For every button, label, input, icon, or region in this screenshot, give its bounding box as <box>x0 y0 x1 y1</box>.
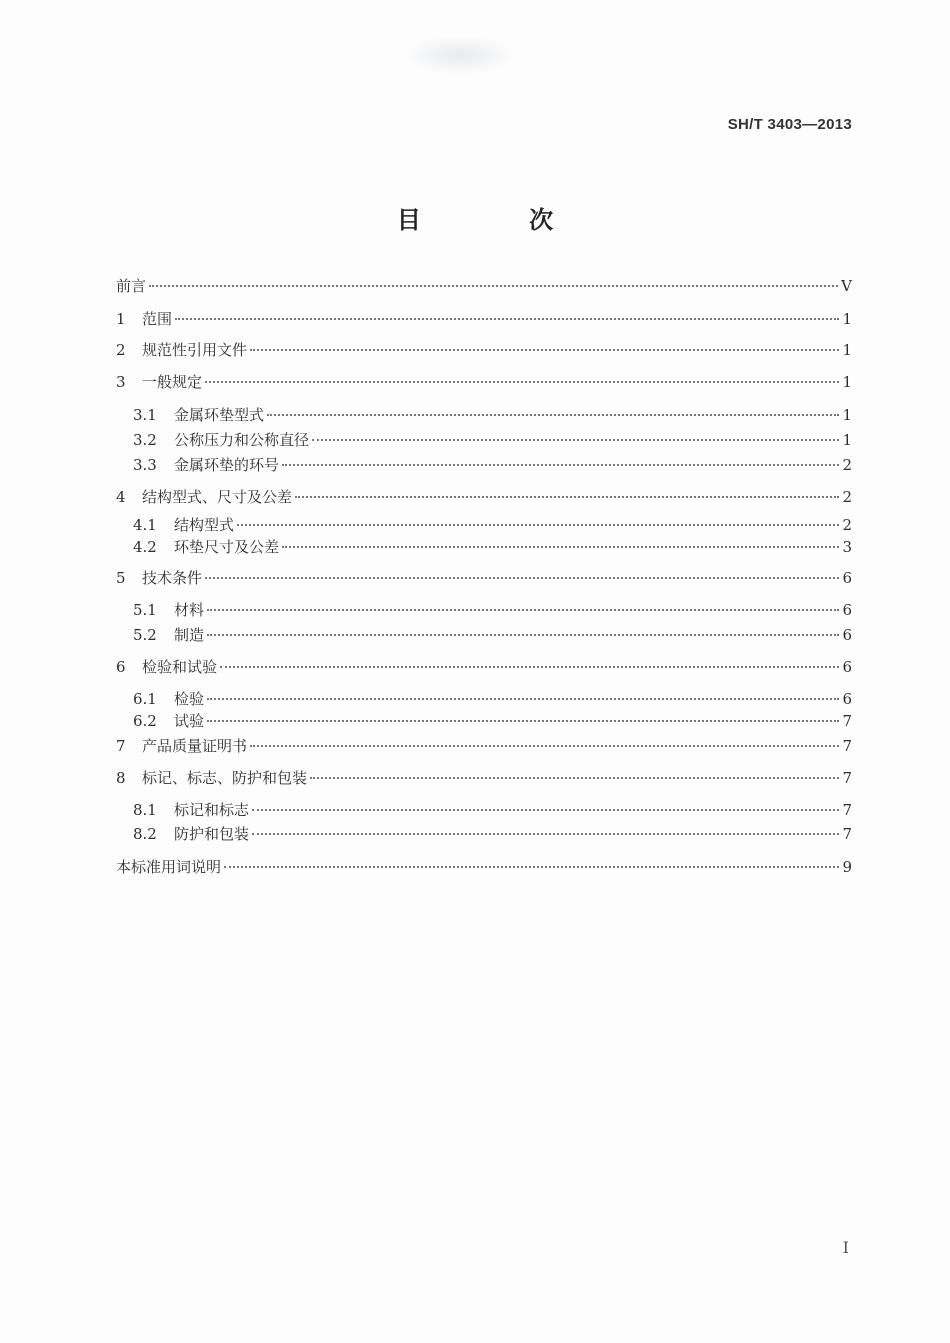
toc-entry[interactable] <box>116 855 852 879</box>
scan-artifact <box>405 35 515 75</box>
toc-entry[interactable] <box>133 623 852 647</box>
dot-leader <box>250 349 839 351</box>
dot-leader <box>175 318 839 320</box>
toc-entry-page: 1 <box>842 310 852 328</box>
toc-entry-number: 7 <box>116 737 126 755</box>
toc-entry-label: 制造 <box>174 626 205 644</box>
toc-entry-page: 7 <box>842 712 852 730</box>
toc-entry[interactable] <box>116 766 852 790</box>
toc-entry[interactable] <box>133 453 852 477</box>
toc-entry-number: 3.3 <box>133 456 157 474</box>
toc-entry-page: 1 <box>842 373 852 391</box>
toc-entry-label: 金属环垫型式 <box>174 406 265 424</box>
toc-entry-page: 6 <box>842 626 852 644</box>
toc-entry-page: 1 <box>842 406 852 424</box>
toc-entry-label: 标记、标志、防护和包装 <box>142 769 308 787</box>
toc-entry-label: 环垫尺寸及公差 <box>174 538 280 556</box>
dot-leader <box>237 524 839 526</box>
toc-entry[interactable] <box>133 535 852 559</box>
dot-leader <box>207 634 839 636</box>
toc-entry[interactable] <box>116 370 852 394</box>
dot-leader <box>205 381 839 383</box>
dot-leader <box>252 833 839 835</box>
toc-entry-number: 6.1 <box>133 690 157 708</box>
toc-entry-number: 6.2 <box>133 712 157 730</box>
toc-entry-label: 技术条件 <box>142 569 203 587</box>
toc-entry-page: 7 <box>842 801 852 819</box>
toc-entry[interactable] <box>116 655 852 679</box>
toc-entry-page: 6 <box>842 690 852 708</box>
dot-leader <box>207 698 839 700</box>
page-number: I <box>842 1238 849 1257</box>
toc-entry[interactable] <box>133 687 852 711</box>
toc-entry-label: 试验 <box>174 712 205 730</box>
dot-leader <box>250 745 839 747</box>
toc-entry-label: 规范性引用文件 <box>142 341 248 359</box>
toc-entry[interactable] <box>133 798 852 822</box>
toc-entry-number: 4 <box>116 488 126 506</box>
toc-entry-number: 2 <box>116 341 126 359</box>
toc-entry-page: 2 <box>842 516 852 534</box>
toc-entry-number: 5.2 <box>133 626 157 644</box>
toc-entry-number: 4.2 <box>133 538 157 556</box>
toc-entry-label: 金属环垫的环号 <box>174 456 280 474</box>
toc-entry-label: 本标准用词说明 <box>116 858 222 876</box>
toc-entry-label: 结构型式 <box>174 516 235 534</box>
toc-entry-page: 1 <box>842 341 852 359</box>
toc-entry[interactable] <box>116 274 852 298</box>
toc-entry-number: 5.1 <box>133 601 157 619</box>
toc-entry[interactable] <box>133 822 852 846</box>
toc-entry[interactable] <box>133 513 852 537</box>
toc-entry-label: 范围 <box>142 310 173 328</box>
toc-entry[interactable] <box>133 428 852 452</box>
toc-entry[interactable] <box>116 307 852 331</box>
toc-entry[interactable] <box>133 709 852 733</box>
toc-entry-page: 2 <box>842 488 852 506</box>
dot-leader <box>282 546 839 548</box>
toc-entry[interactable] <box>116 734 852 758</box>
dot-leader <box>220 666 839 668</box>
toc-entry-page: 3 <box>842 538 852 556</box>
toc-entry-number: 1 <box>116 310 126 328</box>
toc-entry-label: 防护和包装 <box>174 825 250 843</box>
dot-leader <box>295 496 839 498</box>
toc-entry-page: 6 <box>842 658 852 676</box>
toc-entry-page: V <box>841 277 852 295</box>
toc-entry-label: 检验和试验 <box>142 658 218 676</box>
toc-entry[interactable] <box>116 338 852 362</box>
toc-entry[interactable] <box>116 566 852 590</box>
toc-entry-label: 一般规定 <box>142 373 203 391</box>
toc-entry-label: 标记和标志 <box>174 801 250 819</box>
toc-entry[interactable] <box>133 598 852 622</box>
toc-entry-label: 结构型式、尺寸及公差 <box>142 488 293 506</box>
dot-leader <box>207 720 839 722</box>
dot-leader <box>205 577 839 579</box>
toc-entry-number: 4.1 <box>133 516 157 534</box>
toc-entry-number: 3 <box>116 373 126 391</box>
toc-entry[interactable] <box>116 485 852 509</box>
dot-leader <box>224 866 839 868</box>
toc-entry-label: 产品质量证明书 <box>142 737 248 755</box>
toc-entry-page: 7 <box>842 825 852 843</box>
toc-entry-number: 3.2 <box>133 431 157 449</box>
dot-leader <box>267 414 839 416</box>
toc-entry-label: 公称压力和公称直径 <box>174 431 310 449</box>
toc-entry-number: 8.2 <box>133 825 157 843</box>
dot-leader <box>149 285 838 287</box>
toc-entry-page: 7 <box>842 769 852 787</box>
standard-code: SH/T 3403—2013 <box>727 116 852 133</box>
dot-leader <box>252 809 839 811</box>
toc-entry-label: 前言 <box>116 277 147 295</box>
toc-entry-page: 6 <box>842 601 852 619</box>
dot-leader <box>310 777 839 779</box>
toc-entry-page: 7 <box>842 737 852 755</box>
toc-entry-number: 3.1 <box>133 406 157 424</box>
toc-entry-number: 5 <box>116 569 126 587</box>
toc-entry-label: 材料 <box>174 601 205 619</box>
toc-entry-label: 检验 <box>174 690 205 708</box>
dot-leader <box>207 609 839 611</box>
toc-entry-number: 8.1 <box>133 801 157 819</box>
toc-entry-page: 9 <box>842 858 852 876</box>
toc-entry-number: 8 <box>116 769 126 787</box>
toc-entry-page: 2 <box>842 456 852 474</box>
dot-leader <box>282 464 839 466</box>
toc-entry[interactable] <box>133 403 852 427</box>
dot-leader <box>312 439 839 441</box>
page-title: 目 次 <box>396 206 604 234</box>
toc-entry-number: 6 <box>116 658 126 676</box>
toc-entry-page: 6 <box>842 569 852 587</box>
toc-entry-page: 1 <box>842 431 852 449</box>
